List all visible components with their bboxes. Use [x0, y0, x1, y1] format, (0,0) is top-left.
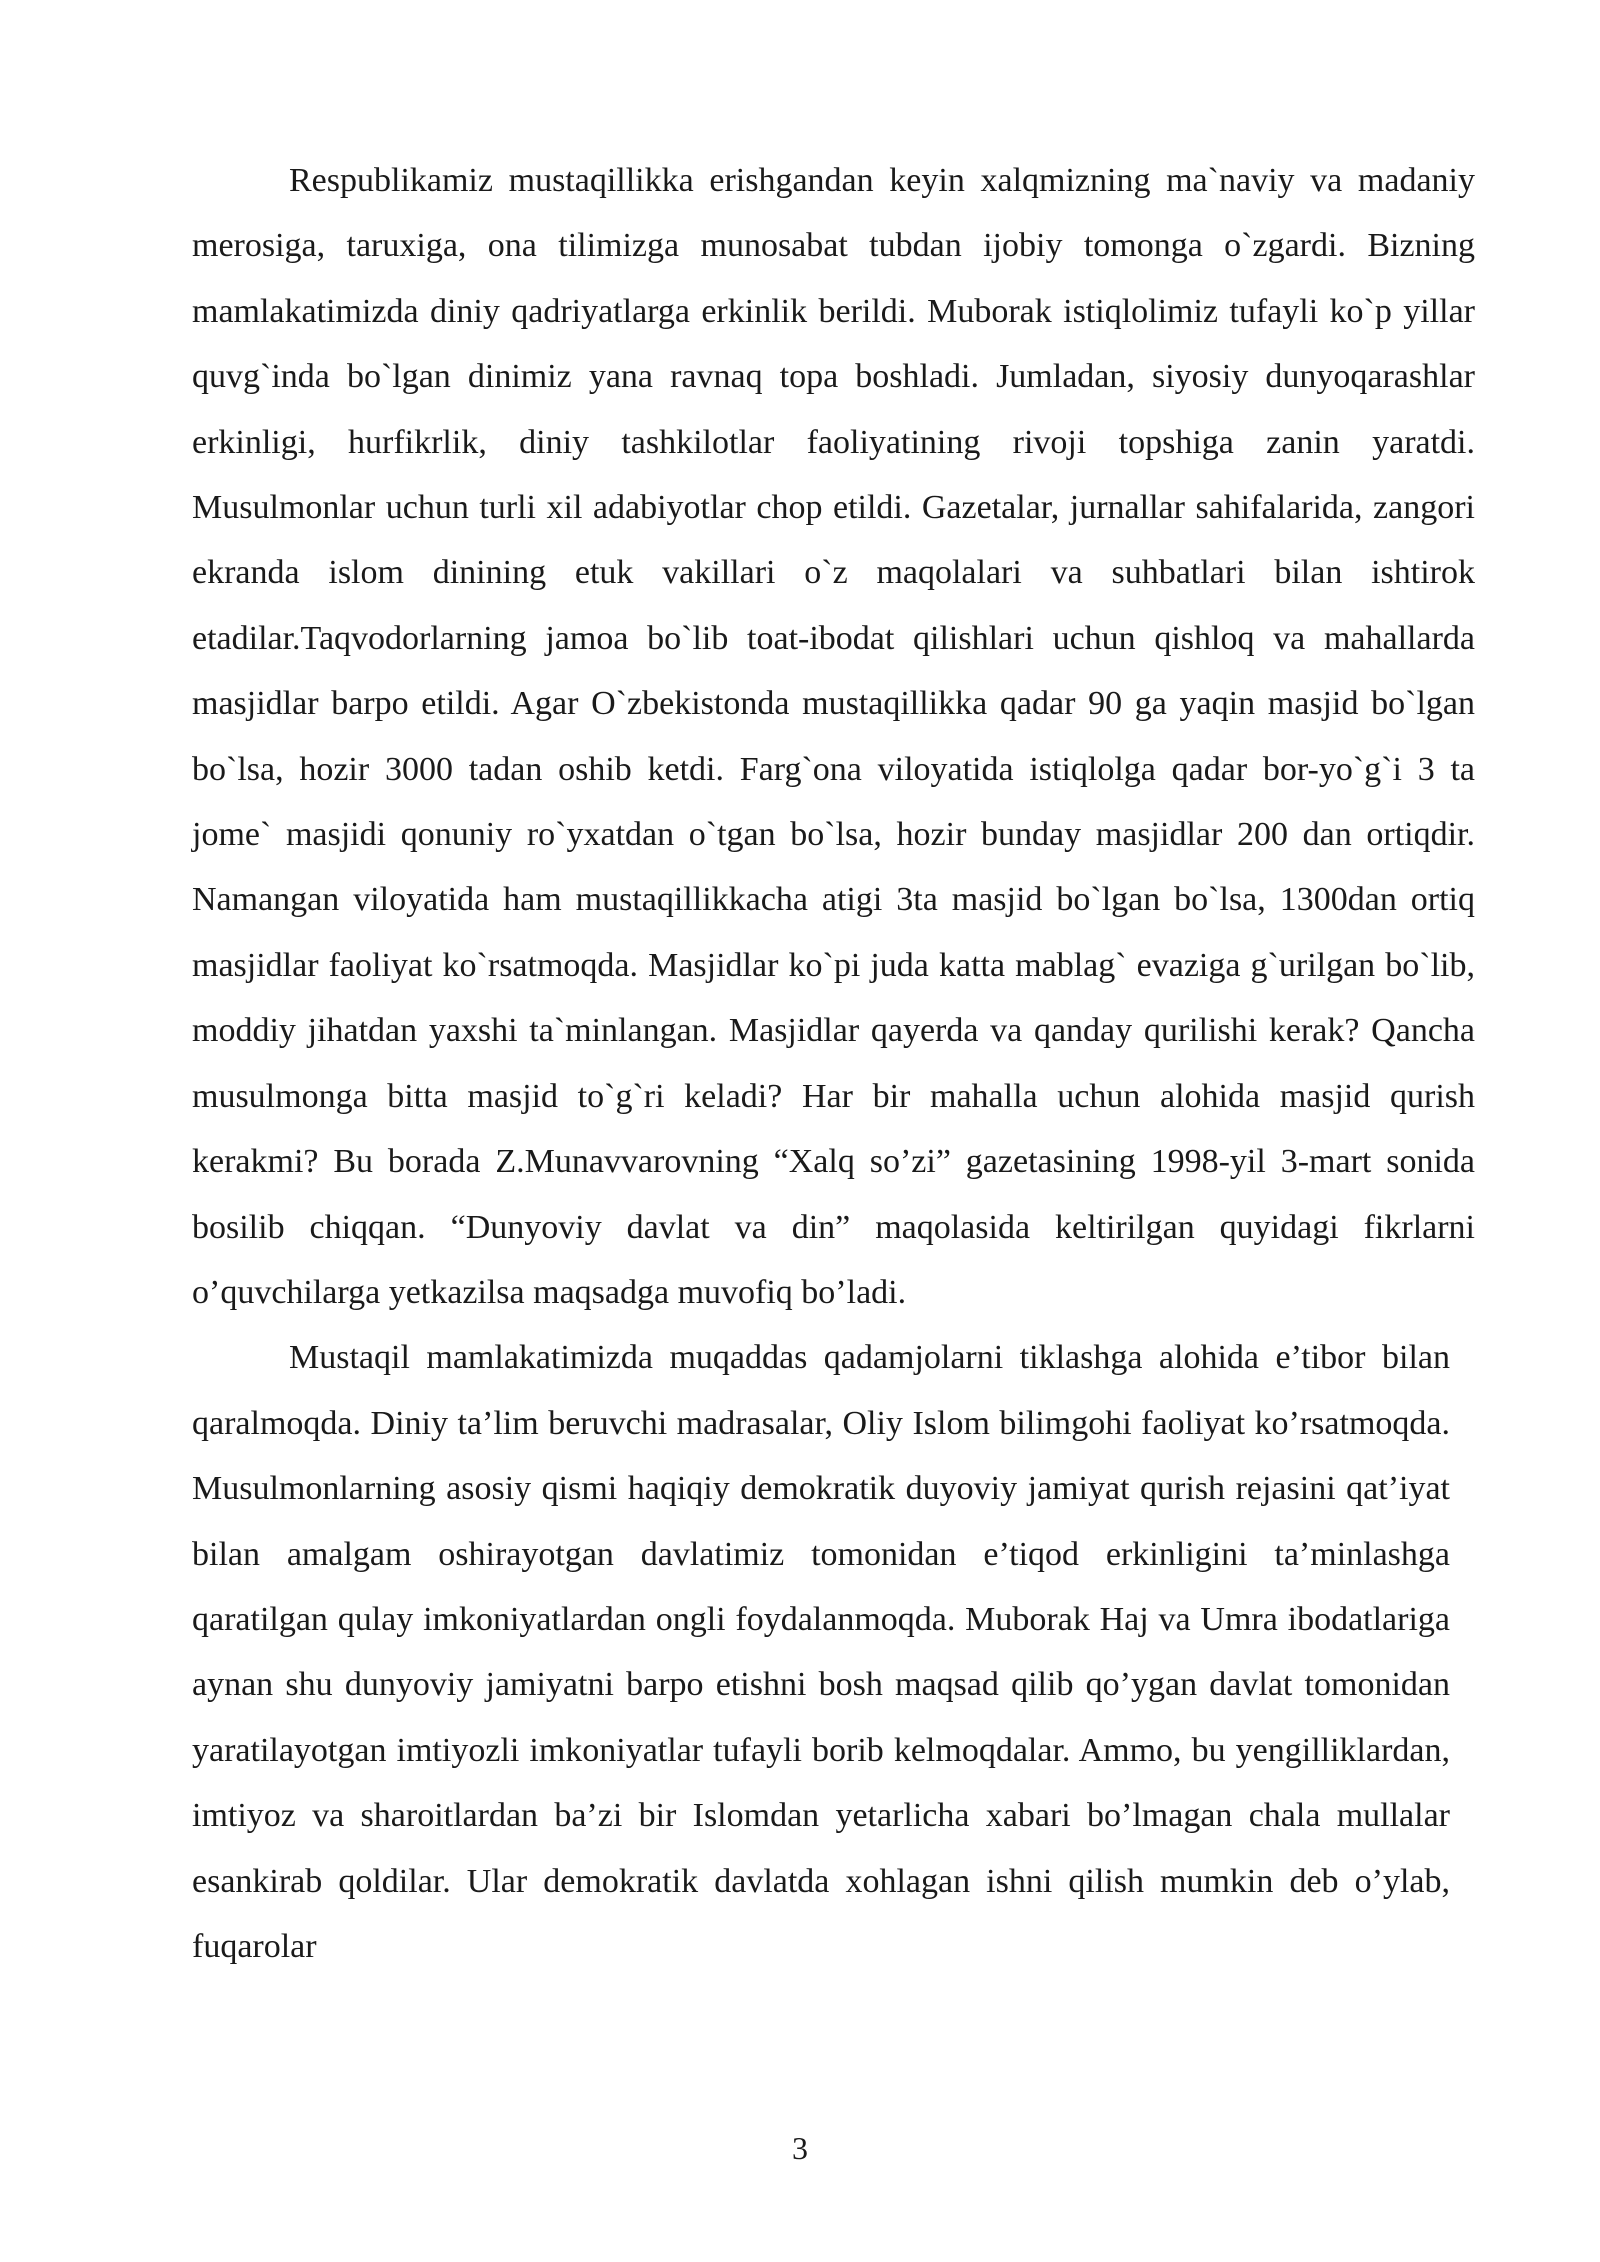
paragraph: Mustaqil mamlakatimizda muqaddas qadamjolarni tiklashga alohida e’tibor bilan qaralmoqda. Diniy ta’lim beruvchi madrasalar, Oliy Islom bilimgohi faoliyat ko’rsatmoqda. Musulmonlarning asosiy qismi haqiqiy demokratik duyoviy jamiyat qurish rejasini qat’iyat bilan amalgam oshirayotgan davlatimiz tomonidan e’tiqod erkinligini ta’minlashga qaratilgan qulay imkoniyatlardan ongli foydalanmoqda. Muborak Haj va Umra ibodatlariga aynan shu dunyoviy jamiyatni barpo etishni bosh maqsad qilib qo’ygan davlat tomonidan yaratilayotgan imtiyozli imkoniyatlar tufayli borib kelmoqdalar. Ammo, bu yengilliklardan, imtiyoz va sharoitlardan ba’zi bir Islomdan yetarlicha xabari bo’lmagan chala mullalar esankirab qoldilar. Ular demokratik davlatda xohlagan ishni qilish mumkin deb o’ylab, fuqarolar [192, 1339, 1450, 1965]
paragraph: Respublikamiz mustaqillikka erishgandan keyin xalqmizning ma`naviy va madaniy merosiga, taruxiga, ona tilimizga munosabat tubdan ijobiy tomonga o`zgardi. Bizning mamlakatimizda diniy qadriyatlarga erkinlik berildi. Muborak istiqlolimiz tufayli ko`p yillar quvg`inda bo`lgan dinimiz yana ravnaq topa boshladi. Jumladan, siyosiy dunyoqarashlar erkinligi, hurfikrlik, diniy tashkilotlar faoliyatining rivoji topshiga zanin yaratdi. Musulmonlar uchun turli xil adabiyotlar chop etildi. Gazetalar, jurnallar sahifalarida, zangori ekranda islom dinining etuk vakillari o`z maqolalari va suhbatlari bilan ishtirok etadilar.Taqvodorlarning jamoa bo`lib toat-ibodat qilishlari uchun qishloq va mahallarda masjidlar barpo etildi. Agar O`zbekistonda mustaqillikka qadar 90 ga yaqin masjid bo`lgan bo`lsa, hozir 3000 tadan oshib ketdi. Farg`ona viloyatida istiqlolga qadar bor-yo`g`i 3 ta jome` masjidi qonuniy ro`yxatdan o`tgan bo`lsa, hozir bunday masjidlar 200 dan ortiqdir. Namangan viloyatida ham mustaqillikkacha atigi 3ta masjid bo`lgan bo`lsa, 1300dan ortiq masjidlar faoliyat ko`rsatmoqda. Masjidlar ko`pi juda katta mablag` evaziga g`urilgan bo`lib, moddiy jihatdan yaxshi ta`minlangan. Masjidlar qayerda va qanday qurilishi kerak? Qancha musulmonga bitta masjid to`g`ri keladi? Har bir mahalla uchun alohida masjid qurish kerakmi? Bu borada Z.Munavvarovning “Xalq so’zi” gazetasining 1998-yil 3-mart sonida bosilib chiqqan. “Dunyoviy davlat va din” maqolasida keltirilgan quyidagi fikrlarni o’quvchilarga yetkazilsa maqsadga muvofiq bo’ladi. [192, 162, 1475, 1311]
body-text [192, 148, 1475, 1979]
page-number: 3 [792, 2130, 808, 2166]
